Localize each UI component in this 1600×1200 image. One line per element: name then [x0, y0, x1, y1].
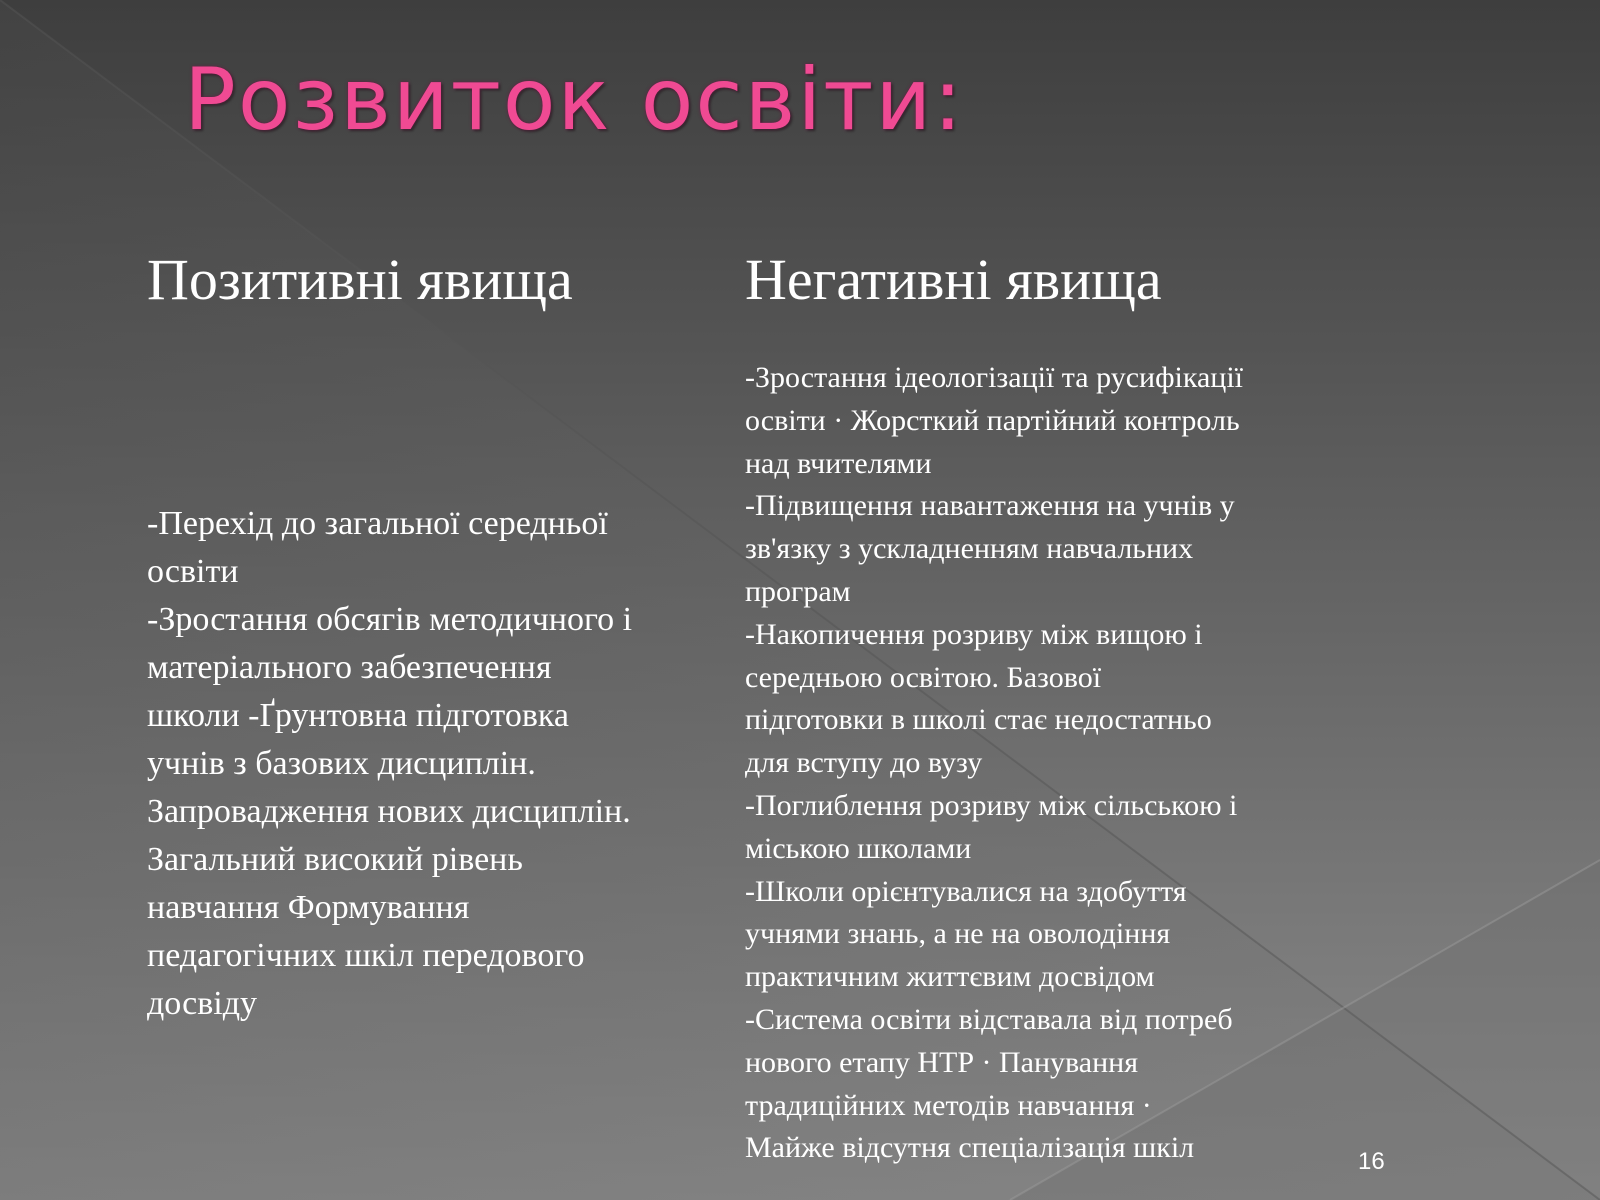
negative-line: Майже відсутня спеціалізація шкіл — [745, 1131, 1195, 1165]
negative-line: підготовки в школі стає недостатньо — [745, 703, 1212, 737]
positive-list — [147, 500, 719, 1028]
positive-line: освіти — [147, 553, 239, 590]
negative-line: учнями знань, а не на оволодіння — [745, 917, 1171, 951]
negative-line: -Поглиблення розриву між сільською і — [745, 788, 1238, 822]
negative-line: -Накопичення розриву між вищою і — [745, 617, 1203, 651]
negative-list — [745, 357, 1345, 1170]
positive-line: навчання Формування — [147, 889, 470, 926]
positive-line: Загальний високий рівень — [147, 841, 523, 878]
positive-line: матеріального забезпечення — [147, 649, 552, 686]
page-number: 16 — [1358, 1148, 1385, 1175]
negative-line: міською школами — [745, 831, 972, 865]
negative-line: для вступу до вузу — [745, 746, 983, 780]
negative-line: середньою освітою. Базової — [745, 660, 1102, 694]
positive-line: досвіду — [147, 985, 258, 1022]
negative-line: практичним життєвим досвідом — [745, 960, 1155, 994]
negative-line: нового етапу НТР · Панування — [745, 1045, 1139, 1079]
positive-line: Запровадження нових дисциплін. — [147, 793, 631, 830]
negative-line: -Підвищення навантаження на учнів у — [745, 489, 1235, 523]
negative-line: програм — [745, 574, 851, 608]
negative-line: традиційних методів навчання · — [745, 1088, 1152, 1122]
negative-heading: Негативні явища — [745, 247, 1162, 312]
slide-title: Розвиток освіти: — [184, 50, 965, 150]
negative-line: -Школи орієнтувалися на здобуття — [745, 874, 1187, 908]
positive-line: школи -Ґрунтовна підготовка — [147, 697, 569, 734]
negative-line: зв'язку з ускладненням навчальних — [745, 532, 1194, 566]
positive-line: -Перехід до загальної середньої — [147, 505, 608, 542]
negative-line: -Система освіти відставала від потреб — [745, 1002, 1233, 1036]
positive-line: -Зростання обсягів методичного і — [147, 601, 633, 638]
negative-line: освіти · Жорсткий партійний контроль — [745, 403, 1240, 437]
positive-heading: Позитивні явища — [147, 247, 573, 312]
negative-line: -Зростання ідеологізації та русифікації — [745, 361, 1244, 394]
positive-line: педагогічних шкіл передового — [147, 937, 585, 974]
negative-line: над вчителями — [745, 446, 932, 480]
positive-line: учнів з базових дисциплін. — [147, 745, 536, 782]
